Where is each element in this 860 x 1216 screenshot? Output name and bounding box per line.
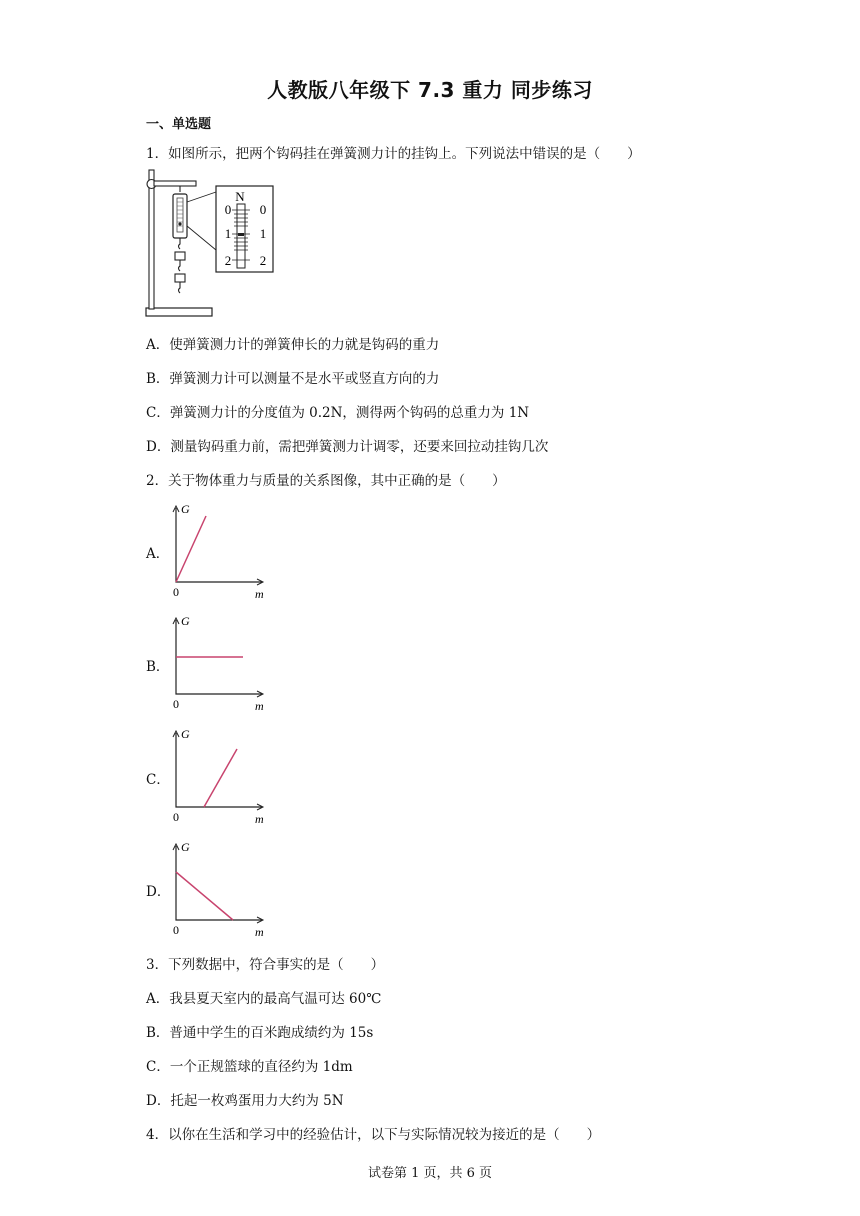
q1-option-d: D．测量钩码重力前，需把弹簧测力计调零，还要来回拉动挂钩几次: [146, 439, 549, 455]
graph-a-x-label: m: [255, 587, 264, 601]
graph-d-x-label: m: [255, 925, 264, 939]
stand-arm: [154, 181, 196, 186]
q2-graph-a: [166, 500, 270, 604]
section-heading: 一、单选题: [146, 117, 212, 132]
graph-b-y-label: G: [181, 614, 190, 628]
graph-a-line: [176, 516, 206, 582]
q1-option-c: C．弹簧测力计的分度值为 0.2N，测得两个钩码的总重力为 1N: [146, 405, 530, 421]
graph-a-origin: 0: [173, 585, 179, 599]
graph-d-line: [176, 872, 233, 920]
graph-c-y-label: G: [181, 727, 190, 741]
graph-d-origin: 0: [173, 923, 179, 937]
tick-left-0: 0: [224, 202, 232, 217]
stand-base: [146, 308, 212, 316]
tick-right-2: 2: [259, 253, 267, 268]
tick-right-0: 0: [259, 202, 267, 217]
q2-graph-d: [166, 838, 270, 942]
spring-scale-figure: [140, 166, 280, 324]
graph-b-x-label: m: [255, 699, 264, 713]
q2-option-d-label: D．: [146, 884, 171, 900]
stand-pole: [149, 170, 154, 309]
graph-b-origin: 0: [173, 697, 179, 711]
page-title: 人教版八年级下 7.3 重力 同步练习: [267, 78, 593, 102]
q1-option-b: B．弹簧测力计可以测量不是水平或竖直方向的力: [146, 371, 440, 387]
tick-left-1: 1: [224, 226, 232, 241]
weight-2: [175, 274, 185, 282]
tick-right-1: 1: [259, 226, 267, 241]
page-footer: 试卷第 1 页，共 6 页: [367, 1166, 493, 1181]
graph-d-y-label: G: [181, 840, 190, 854]
question-2-stem: 2．关于物体重力与质量的关系图像，其中正确的是（ ）: [146, 473, 506, 489]
q3-option-b: B．普通中学生的百米跑成绩约为 15s: [146, 1025, 374, 1041]
weight-1: [175, 252, 185, 260]
tick-left-2: 2: [224, 253, 232, 268]
question-1-stem: 1．如图所示，把两个钩码挂在弹簧测力计的挂钩上。下列说法中错误的是（ ）: [146, 146, 641, 162]
question-4-stem: 4．以你在生活和学习中的经验估计，以下与实际情况较为接近的是（ ）: [146, 1127, 601, 1143]
graph-c-x-label: m: [255, 812, 264, 826]
scale-unit-label: N: [235, 189, 245, 204]
q2-graph-b: [166, 612, 270, 716]
q2-graph-c: [166, 725, 270, 829]
graph-c-line: [204, 749, 237, 807]
q3-option-d: D．托起一枚鸡蛋用力大约为 5N: [146, 1093, 344, 1109]
q2-option-c-label: C．: [146, 772, 170, 788]
q1-option-a: A．使弹簧测力计的弹簧伸长的力就是钩码的重力: [146, 337, 440, 353]
graph-c-origin: 0: [173, 810, 179, 824]
q2-option-a-label: A．: [146, 546, 170, 562]
q3-option-c: C．一个正规篮球的直径约为 1dm: [146, 1059, 353, 1075]
q3-option-a: A．我县夏天室内的最高气温可达 60℃: [146, 991, 382, 1007]
graph-a-y-label: G: [181, 502, 190, 516]
question-3-stem: 3．下列数据中，符合事实的是（ ）: [146, 957, 385, 973]
q2-option-b-label: B．: [146, 659, 170, 675]
